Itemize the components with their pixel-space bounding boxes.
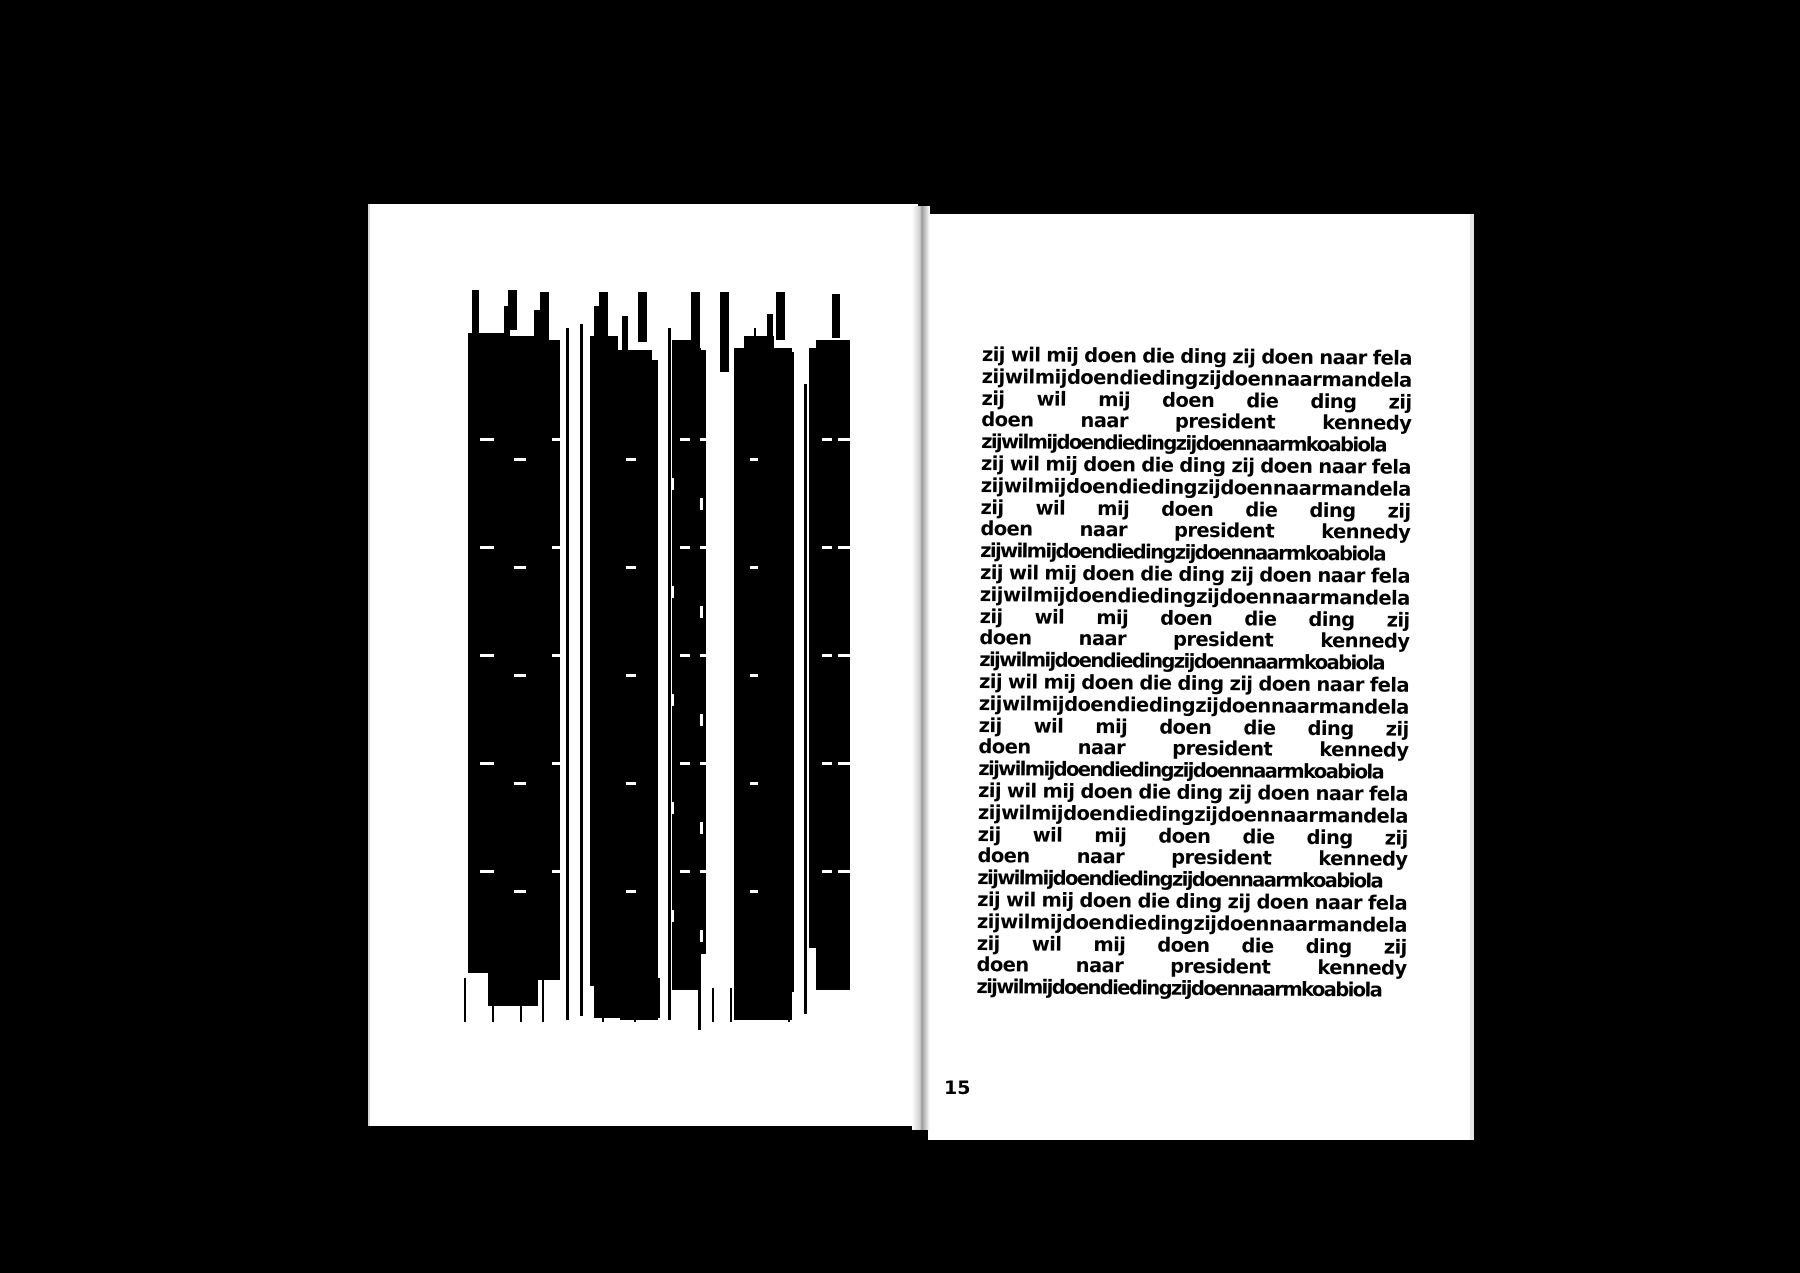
poem-word: ding xyxy=(1175,889,1222,914)
white-dash xyxy=(571,900,574,912)
poem-word: doen xyxy=(1063,801,1116,825)
poem-word: zij xyxy=(976,909,1000,933)
poem-word: mij xyxy=(1045,452,1078,476)
poem-word: ding xyxy=(1177,671,1224,696)
poem-word: ding xyxy=(1180,344,1227,369)
white-dash xyxy=(514,890,526,893)
poem-word: zij xyxy=(1383,935,1407,959)
poem-word: ding xyxy=(1151,366,1198,390)
poem-word: wil xyxy=(1036,387,1067,411)
poem-word: doen xyxy=(1259,563,1312,587)
white-dash xyxy=(822,438,832,441)
bar-stub xyxy=(691,292,700,340)
poem-word: doen xyxy=(1218,693,1271,718)
poem-word: naar xyxy=(1314,890,1363,915)
poem-word: ding xyxy=(1146,911,1194,935)
poem-word: zij xyxy=(977,822,1001,846)
poem-word: naar xyxy=(1268,912,1317,936)
poem-word: wil xyxy=(1009,452,1040,476)
poem-word: zij xyxy=(979,582,1003,606)
white-dash xyxy=(750,890,758,893)
abstract-bars-artwork xyxy=(462,288,872,1030)
poem-word: zij xyxy=(981,386,1005,410)
white-dash xyxy=(750,674,758,677)
poem-word: zij xyxy=(980,495,1004,519)
poem-word: ding xyxy=(1147,802,1195,826)
poem-word: president xyxy=(1170,954,1271,979)
white-dash xyxy=(571,576,574,588)
poem-word: zij xyxy=(1229,672,1253,696)
poem-word: zij xyxy=(976,931,1000,955)
poem-word: mij xyxy=(1032,583,1065,607)
poem-word: zij xyxy=(977,800,1001,824)
poem-word: zij xyxy=(1195,693,1219,717)
poem-word: ding xyxy=(1307,716,1354,740)
poem-word: mij xyxy=(1030,801,1064,825)
bar-rule xyxy=(580,324,583,1016)
poem-word: mij xyxy=(1034,365,1067,389)
poem-word: naar xyxy=(1079,518,1128,542)
poem-word: zij xyxy=(1197,475,1221,499)
white-dash xyxy=(700,438,712,441)
white-dash xyxy=(571,792,574,804)
poem-word: wil xyxy=(1007,670,1038,694)
poem-word: wil xyxy=(1002,582,1033,607)
bar-rule xyxy=(602,988,604,1022)
poem-word: wil xyxy=(1032,822,1063,847)
white-dash xyxy=(680,654,690,657)
poem-word: zij xyxy=(980,451,1004,476)
poem-word: doen xyxy=(1260,454,1313,478)
poem-word: mij xyxy=(1097,496,1130,520)
poem-word: zij xyxy=(978,713,1002,737)
poem-word: zijwilmijdoendiedingzijdoennaarmkoabiola xyxy=(977,866,1383,893)
poem-word: mij xyxy=(1041,888,1074,912)
poem-word: wil xyxy=(1003,473,1034,498)
poem-word: ding xyxy=(1305,934,1352,958)
poem-word: die xyxy=(1138,780,1171,804)
bar-rule xyxy=(542,978,544,1022)
poem-word: mandela xyxy=(1319,585,1410,610)
bar-stub xyxy=(534,310,540,350)
bar-stub xyxy=(540,292,549,352)
poem-word: zij xyxy=(1386,608,1410,632)
bar-stub xyxy=(472,290,479,338)
bar-rule xyxy=(492,988,494,1022)
poem-word: die xyxy=(1140,562,1173,586)
bar-rule xyxy=(668,328,671,1020)
poem-word: die xyxy=(1243,715,1276,740)
poem-word: zij xyxy=(1196,584,1220,608)
poem-word: mandela xyxy=(1317,803,1408,828)
white-dash xyxy=(722,756,725,766)
bar-stub xyxy=(504,306,510,346)
poem-word: wil xyxy=(1001,691,1032,716)
poem-word: fela xyxy=(1368,782,1409,806)
poem-word: naar xyxy=(1080,409,1129,433)
poem-word: ding xyxy=(1308,607,1355,631)
bar-block xyxy=(520,340,560,980)
white-dash xyxy=(514,458,526,461)
white-dash xyxy=(514,566,526,569)
bar-stub xyxy=(594,306,600,346)
poem-word: mij xyxy=(1042,779,1075,803)
white-dash xyxy=(722,864,725,874)
poem-word: mij xyxy=(1093,932,1126,956)
poem-word: kennedy xyxy=(1317,956,1407,981)
poem-word: ding xyxy=(1306,825,1353,849)
poem-word: zij xyxy=(1227,890,1251,914)
poem-word: naar xyxy=(1076,845,1125,869)
white-dash xyxy=(626,566,636,569)
poem-word: mandela xyxy=(1318,694,1409,719)
poem-word: fela xyxy=(1370,564,1411,588)
poem-word: zij xyxy=(1194,802,1218,826)
poem-word: doen xyxy=(1158,824,1211,848)
poem-word: doen xyxy=(977,844,1030,868)
poem-word: doen xyxy=(976,953,1029,977)
white-dash xyxy=(750,782,758,785)
poem-word: mij xyxy=(1095,714,1128,738)
poem-word: naar xyxy=(1271,585,1320,609)
poem-word: zijwilmijdoendiedingzijdoennaarmkoabiola xyxy=(980,539,1386,566)
poem-word: fela xyxy=(1369,673,1410,697)
white-dash xyxy=(838,438,850,441)
poem-word: die xyxy=(1137,889,1170,913)
poem-word: wil xyxy=(1004,364,1035,389)
poem-word: ding xyxy=(1179,453,1226,478)
white-dash xyxy=(480,438,494,441)
poem-word: zij xyxy=(981,364,1005,388)
poem-word: zij xyxy=(979,604,1003,628)
poem-word: president xyxy=(1172,737,1273,761)
poem-word: fela xyxy=(1371,455,1411,479)
poem-word: ding xyxy=(1150,475,1197,499)
poem-word: naar xyxy=(1318,454,1366,479)
poem-word: doen xyxy=(1221,366,1274,391)
poem-word: die xyxy=(1141,453,1174,477)
poem-word: fela xyxy=(1372,346,1412,370)
poem-word: die xyxy=(1242,824,1275,849)
poem-word: zij xyxy=(1387,499,1411,523)
white-dash xyxy=(838,762,850,765)
poem-word: doen xyxy=(1083,452,1136,477)
white-dash xyxy=(514,674,526,677)
poem-word: zij xyxy=(1193,911,1217,935)
poem-word: mandela xyxy=(1321,367,1412,392)
poem-word: doen xyxy=(978,735,1031,759)
poem-word: doen xyxy=(1256,890,1309,914)
bar-rule xyxy=(634,988,636,1022)
poem-word: zijwilmijdoendiedingzijdoennaarmkoabiola xyxy=(978,757,1384,784)
poem-word: wil xyxy=(1005,888,1036,912)
white-dash xyxy=(671,802,674,814)
poem-word: ding xyxy=(1176,780,1223,805)
white-dash xyxy=(722,648,725,658)
poem-word: zij xyxy=(1385,717,1409,741)
poem-word: wil xyxy=(1034,605,1065,629)
poem-word: mandela xyxy=(1316,912,1407,937)
poem-word: zij xyxy=(1231,454,1255,478)
poem-word: doen xyxy=(1081,670,1134,695)
white-dash xyxy=(838,870,850,873)
poem-word: zij xyxy=(1198,366,1222,390)
book-gutter xyxy=(912,206,930,1130)
poem-word: naar xyxy=(1319,345,1367,370)
poem-word: die xyxy=(1246,388,1279,413)
poem-word: doen xyxy=(1079,888,1132,913)
bar-stub xyxy=(622,316,628,356)
white-dash xyxy=(626,782,636,785)
bar-stub xyxy=(776,292,785,340)
poem-word: president xyxy=(1171,845,1272,870)
bar-stub xyxy=(599,292,608,340)
poem-word: naar xyxy=(1269,803,1318,827)
poem-word: zij xyxy=(981,343,1005,367)
poem-word: naar xyxy=(1273,367,1322,391)
poem-word: die xyxy=(1115,801,1148,826)
poem-word: zij xyxy=(978,691,1002,715)
poem-word: zij xyxy=(1232,345,1256,369)
poem-word: naar xyxy=(1272,476,1321,500)
poem-word: mij xyxy=(1043,670,1076,694)
poem-word: kennedy xyxy=(1320,629,1410,654)
poem-word: president xyxy=(1174,410,1276,434)
poem-word: mij xyxy=(1033,474,1066,498)
white-dash xyxy=(552,654,564,657)
bar-rule xyxy=(566,328,569,1020)
poem-word: mij xyxy=(1096,605,1129,629)
poem-word: president xyxy=(1173,519,1275,543)
white-dash xyxy=(680,870,690,873)
poem-word: wil xyxy=(1035,496,1066,520)
poem-word: zijwilmijdoendiedingzijdoennaarmkoabiola xyxy=(979,648,1385,675)
page-number: 15 xyxy=(944,1077,971,1099)
white-dash xyxy=(571,468,574,480)
poem-word: doen xyxy=(1066,365,1120,389)
white-dash xyxy=(480,654,494,657)
white-dash xyxy=(480,546,494,549)
poem-word: die xyxy=(1118,474,1151,499)
poem-word: naar xyxy=(1077,736,1126,760)
poem-word: die xyxy=(1139,671,1172,695)
poem-word: die xyxy=(1114,910,1147,935)
poem-word: zij xyxy=(1388,390,1412,414)
poem-word: doen xyxy=(1258,672,1311,696)
poem-word: die xyxy=(1117,583,1150,608)
poem-word: doen xyxy=(981,408,1034,432)
white-dash xyxy=(480,762,494,765)
poem-word: wil xyxy=(1008,561,1039,585)
poem-word: naar xyxy=(1075,954,1124,978)
poem-word: naar xyxy=(1078,627,1127,651)
poem-word: doen xyxy=(1084,343,1137,368)
poem-word: doen xyxy=(1065,583,1118,607)
poem-word: wil xyxy=(1031,931,1062,956)
poem-word: kennedy xyxy=(1319,738,1409,763)
poem-word: zij xyxy=(979,560,1004,585)
poem-word: mij xyxy=(1029,910,1063,934)
poem-word: mij xyxy=(1094,823,1127,847)
poem-word: doen xyxy=(1064,692,1117,716)
white-dash xyxy=(700,498,703,510)
poem-word: die xyxy=(1244,606,1277,631)
poem-word: wil xyxy=(1006,779,1037,803)
white-dash xyxy=(700,606,703,618)
white-dash xyxy=(700,546,712,549)
poem-word: mij xyxy=(1031,692,1064,716)
bar-rule xyxy=(730,988,732,1022)
poem-word: kennedy xyxy=(1318,847,1408,872)
poem-word: doen xyxy=(1162,388,1215,412)
poem-word: doen xyxy=(1220,475,1273,500)
bar-rule xyxy=(658,978,660,1018)
white-dash xyxy=(838,654,850,657)
poem-word: doen xyxy=(1159,715,1212,739)
poem-word: mij xyxy=(1098,387,1131,411)
white-dash xyxy=(700,762,712,765)
bar-rule xyxy=(520,988,522,1022)
poem-word: zijwilmijdoendiedingzijdoennaarmkoabiola xyxy=(976,975,1382,1002)
bar-stub xyxy=(720,292,729,372)
poem-word: doen xyxy=(1157,933,1210,957)
bar-rule xyxy=(754,328,756,1018)
white-dash xyxy=(671,694,674,706)
poem-word: doen xyxy=(1216,911,1269,936)
poem-word: zij xyxy=(978,778,1002,803)
poem-word: mandela xyxy=(1320,476,1411,501)
poem-word: wil xyxy=(1000,909,1030,934)
white-dash xyxy=(722,540,725,550)
poem-word: die xyxy=(1245,497,1278,522)
poem-word: ding xyxy=(1149,584,1197,608)
white-dash xyxy=(700,870,712,873)
poem-word: doen xyxy=(1257,781,1310,805)
bar-rule xyxy=(804,384,807,1014)
poem-word: doen xyxy=(1062,910,1115,934)
poem-word: doen xyxy=(1080,779,1133,804)
bar-rule xyxy=(464,978,466,1022)
white-dash xyxy=(700,822,703,834)
poem-word: president xyxy=(1172,628,1274,652)
poem-word: doen xyxy=(1082,561,1135,586)
poem-word: doen xyxy=(1261,345,1314,369)
white-dash xyxy=(571,684,574,696)
poem-word: die xyxy=(1119,365,1152,390)
poem-word: wil xyxy=(1010,343,1041,367)
bar-rule xyxy=(788,988,790,1022)
poem-word: doen xyxy=(1219,584,1272,609)
white-dash xyxy=(626,458,636,461)
white-dash xyxy=(480,870,494,873)
white-dash xyxy=(552,762,564,765)
poem-word: die xyxy=(1142,344,1175,368)
poem-word: kennedy xyxy=(1321,520,1411,545)
white-dash xyxy=(700,654,712,657)
poem-text-block xyxy=(976,344,1412,1002)
poem-word: ding xyxy=(1148,693,1196,717)
poem-word: ding xyxy=(1310,389,1357,413)
poem-word: mij xyxy=(1044,561,1077,585)
poem-word: mij xyxy=(1046,343,1079,367)
white-dash xyxy=(700,930,703,942)
poem-word: ding xyxy=(1309,498,1356,522)
poem-word: doen xyxy=(979,626,1032,650)
white-dash xyxy=(822,654,832,657)
white-dash xyxy=(671,478,674,490)
white-dash xyxy=(671,586,674,598)
bar-stub xyxy=(638,292,647,342)
poem-word: naar xyxy=(1315,781,1364,806)
poem-word: kennedy xyxy=(1322,411,1412,436)
poem-word: zij xyxy=(977,887,1001,912)
poem-word: die xyxy=(1241,933,1274,958)
white-dash xyxy=(671,910,674,922)
bar-rule xyxy=(698,348,701,1030)
white-dash xyxy=(552,870,564,873)
poem-word: zij xyxy=(980,473,1004,497)
poem-word: wil xyxy=(1033,714,1064,738)
poem-line xyxy=(976,976,1406,1002)
poem-word: zij xyxy=(1228,781,1252,805)
poem-word: ding xyxy=(1178,562,1225,587)
poem-word: doen xyxy=(1161,497,1214,521)
poem-word: zijwilmijdoendiedingzijdoennaarmkoabiola xyxy=(981,430,1387,457)
white-dash xyxy=(626,890,636,893)
white-dash xyxy=(514,782,526,785)
white-dash xyxy=(722,432,725,442)
white-dash xyxy=(552,438,564,441)
poem-word: naar xyxy=(1316,672,1364,697)
poem-word: zij xyxy=(1384,826,1408,850)
poem-word: wil xyxy=(1001,800,1031,825)
white-dash xyxy=(750,458,758,461)
poem-word: doen xyxy=(1160,606,1213,630)
white-dash xyxy=(626,674,636,677)
bar-rule xyxy=(712,988,714,1022)
white-dash xyxy=(838,546,850,549)
white-dash xyxy=(822,870,832,873)
bar-stub xyxy=(832,294,840,338)
poem-word: doen xyxy=(980,517,1033,541)
white-dash xyxy=(680,762,690,765)
bar-block xyxy=(772,352,794,992)
poem-word: zij xyxy=(1230,563,1254,587)
white-dash xyxy=(822,762,832,765)
white-dash xyxy=(822,546,832,549)
poem-word: naar xyxy=(1317,563,1365,588)
poem-word: naar xyxy=(1270,694,1319,718)
white-dash xyxy=(680,546,690,549)
bar-stub xyxy=(767,314,773,354)
poem-word: die xyxy=(1116,692,1149,717)
bar-block xyxy=(620,360,658,1020)
white-dash xyxy=(700,714,703,726)
poem-word: fela xyxy=(1367,891,1408,915)
poem-word: zij xyxy=(978,669,1003,694)
white-dash xyxy=(680,438,690,441)
poem-word: doen xyxy=(1217,802,1270,827)
white-dash xyxy=(750,566,758,569)
white-dash xyxy=(552,546,564,549)
poem-word: doen xyxy=(1065,474,1119,498)
